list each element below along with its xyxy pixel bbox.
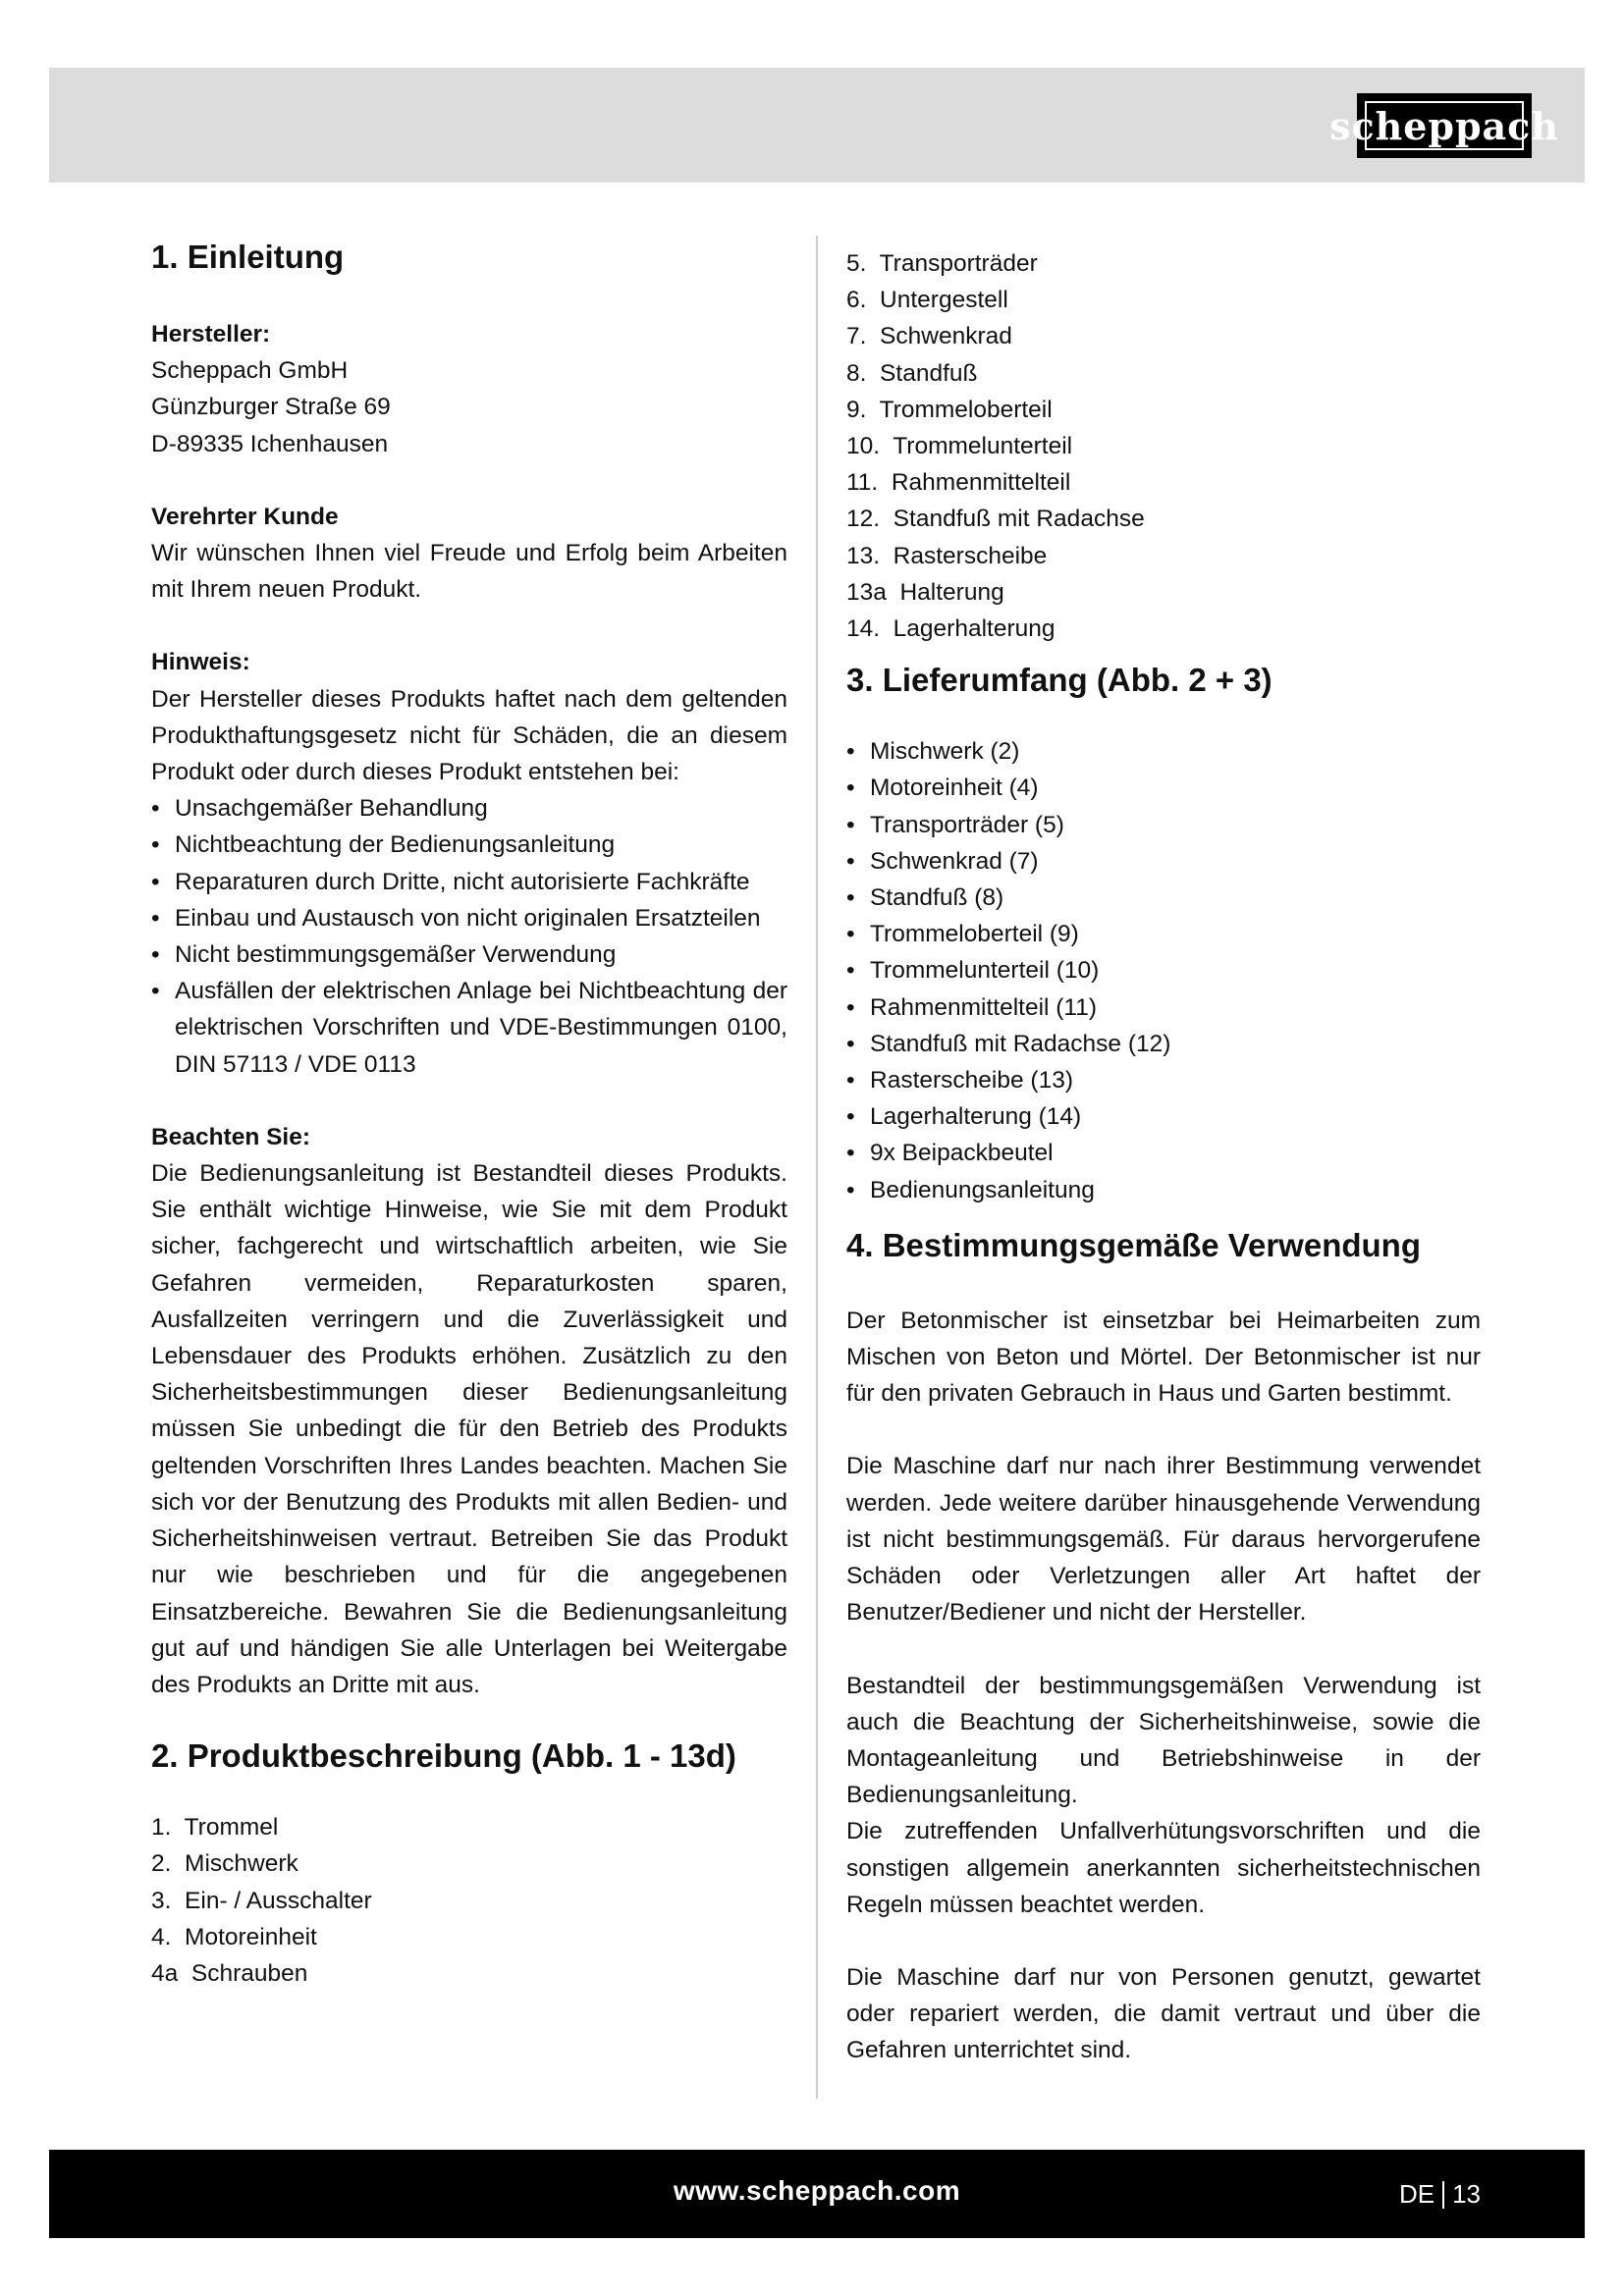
part-item: 10. Trommelunterteil bbox=[846, 433, 1073, 460]
section-1-title: 1. Einleitung bbox=[151, 239, 345, 275]
page-separator bbox=[1442, 2181, 1444, 2209]
left-column bbox=[151, 232, 787, 1992]
part-item: 6. Untergestell bbox=[846, 287, 1008, 314]
delivery-list bbox=[846, 733, 1481, 1208]
part-item: 7. Schwenkrad bbox=[846, 323, 1012, 350]
page-footer bbox=[49, 2150, 1585, 2238]
page-number-value: 13 bbox=[1452, 2179, 1481, 2209]
delivery-item: • Schwenkrad (7) bbox=[846, 843, 1481, 880]
part-item: 2. Mischwerk bbox=[151, 1850, 298, 1878]
part-item: 13a Halterung bbox=[846, 578, 1004, 606]
website-link[interactable]: www.scheppach.com bbox=[673, 2175, 961, 2206]
part-item: 1. Trommel bbox=[151, 1814, 279, 1842]
delivery-item: • Transporträder (5) bbox=[846, 807, 1481, 843]
section-2-title: 2. Produktbeschreibung (Abb. 1 - 13d) bbox=[151, 1737, 736, 1775]
part-item: 12. Standfuß mit Radachse bbox=[846, 506, 1145, 533]
note-text: Der Hersteller dieses Produkts haftet nach dem geltenden Produkthaftungsgesetz nicht für Schäden, die an diesem Produkt oder durch dieses Produkt entstehen bei: bbox=[151, 685, 787, 786]
language-code: DE bbox=[1398, 2179, 1435, 2209]
use-paragraph: Die zutreffenden Unfallverhütungsvorschriften und die sonstigen allgemein anerkannten sicherheitstechnischen Regeln müssen beachtet werden. bbox=[846, 1818, 1481, 1918]
part-item: 11. Rahmenmittelteil bbox=[846, 469, 1071, 497]
delivery-item: • Lagerhalterung (14) bbox=[846, 1098, 1481, 1135]
delivery-item: • Mischwerk (2) bbox=[846, 733, 1481, 770]
right-column bbox=[846, 232, 1481, 2069]
part-item: 13. Rasterscheibe bbox=[846, 542, 1048, 569]
delivery-item: • Rasterscheibe (13) bbox=[846, 1062, 1481, 1098]
page-header bbox=[49, 68, 1585, 183]
delivery-item: • Standfuß mit Radachse (12) bbox=[846, 1026, 1481, 1062]
note-item: • Einbau und Austausch von nicht originalen Ersatzteilen bbox=[151, 900, 787, 936]
delivery-item: • Trommeloberteil (9) bbox=[846, 916, 1481, 952]
part-item: 4a Schrauben bbox=[151, 1959, 308, 1987]
delivery-item: • Rahmenmittelteil (11) bbox=[846, 989, 1481, 1026]
manufacturer-line: Scheppach GmbH bbox=[151, 357, 349, 385]
part-item: 14. Lagerhalterung bbox=[846, 615, 1056, 643]
part-item: 3. Ein- / Ausschalter bbox=[151, 1887, 372, 1914]
delivery-item: • Motoreinheit (4) bbox=[846, 770, 1481, 806]
attention-label: Beachten Sie: bbox=[151, 1123, 311, 1150]
note-item: • Nicht bestimmungsgemäßer Verwendung bbox=[151, 936, 787, 973]
parts-list-left bbox=[151, 1809, 787, 1992]
page-number bbox=[1399, 2179, 1481, 2210]
use-paragraph: Die Maschine darf nur nach ihrer Bestimmung verwendet werden. Jede weitere darüber hinausgehende Verwendung ist nicht bestimmungsgemäß. Für daraus hervorgerufene Schäden oder Verletzungen aller Art haftet der Benutzer/Bediener und nicht der Hersteller. bbox=[846, 1453, 1481, 1627]
delivery-item: • 9x Beipackbeutel bbox=[846, 1135, 1481, 1171]
note-item: • Ausfällen der elektrischen Anlage bei Nichtbeachtung der elektrischen Vorschriften und VDE-Bestimmungen 0100, DIN 57113 / VDE 0113 bbox=[151, 973, 787, 1083]
use-paragraph: Bestandteil der bestimmungsgemäßen Verwendung ist auch die Beachtung der Sicherheitshinweise, sowie die Montageanleitung und Betriebshinweise in der Bedienungsanleitung. bbox=[846, 1672, 1481, 1809]
customer-text: Wir wünschen Ihnen viel Freude und Erfolg beim Arbeiten mit Ihrem neuen Produkt. bbox=[151, 540, 787, 604]
customer-label: Verehrter Kunde bbox=[151, 503, 339, 530]
use-paragraph: Die Maschine darf nur von Personen genutzt, gewartet oder repariert werden, die damit vertraut und über die Gefahren unterrichtet sind. bbox=[846, 1963, 1481, 2064]
note-item: • Unsachgemäßer Behandlung bbox=[151, 790, 787, 827]
part-item: 5. Transporträder bbox=[846, 250, 1038, 277]
manufacturer-line: D-89335 Ichenhausen bbox=[151, 430, 389, 457]
scheppach-logo bbox=[1329, 93, 1559, 158]
note-item: • Nichtbeachtung der Bedienungsanleitung bbox=[151, 827, 787, 863]
note-label: Hinweis: bbox=[151, 649, 250, 676]
section-3-title: 3. Lieferumfang (Abb. 2 + 3) bbox=[846, 662, 1272, 699]
delivery-item: • Trommelunterteil (10) bbox=[846, 952, 1481, 988]
column-divider bbox=[816, 236, 818, 2099]
manufacturer-label: Hersteller: bbox=[151, 321, 271, 347]
part-item: 9. Trommeloberteil bbox=[846, 396, 1053, 423]
logo-text: scheppach bbox=[1361, 97, 1528, 154]
manufacturer-line: Günzburger Straße 69 bbox=[151, 394, 391, 421]
delivery-item: • Standfuß (8) bbox=[846, 880, 1481, 916]
section-4-title: 4. Bestimmungsgemäße Verwendung bbox=[846, 1226, 1421, 1263]
parts-list-right bbox=[846, 245, 1481, 647]
delivery-item: • Bedienungsanleitung bbox=[846, 1172, 1481, 1208]
note-item: • Reparaturen durch Dritte, nicht autorisierte Fachkräfte bbox=[151, 864, 787, 900]
note-list bbox=[151, 790, 787, 1083]
attention-text: Die Bedienungsanleitung ist Bestandteil dieses Produkts. Sie enthält wichtige Hinweise, wie Sie mit dem Produkt sicher, fachgerecht und wirtschaftlich arbeiten, wie Sie Gefahren vermeiden, Reparaturkosten sparen, Ausfallzeiten verringern und die Zuverlässigkeit und Lebensdauer des Produkts erhöhen. Zusätzlich zu den Sicherheitsbestimmungen dieser Bedienungsanleitung müssen Sie unbedingt die für den Betrieb des Produkts geltenden Vorschriften Ihres Landes beachten. Machen Sie sich vor der Benutzung des Produkts mit allen Bedien- und Sicherheitshinweisen vertraut. Betreiben Sie das Produkt nur wie beschrieben und für die angegebenen Einsatzbereiche. Bewahren Sie die Bedienungsanleitung gut auf und händigen Sie alle Unterlagen bei Weitergabe des Produkts an Dritte mit aus. bbox=[151, 1160, 787, 1698]
part-item: 4. Motoreinheit bbox=[151, 1923, 317, 1950]
use-paragraph: Der Betonmischer ist einsetzbar bei Heimarbeiten zum Mischen von Beton und Mörtel. Der Betonmischer ist nur für den privaten Gebrauch in Haus und Garten bestimmt. bbox=[846, 1307, 1481, 1408]
part-item: 8. Standfuß bbox=[846, 359, 978, 387]
